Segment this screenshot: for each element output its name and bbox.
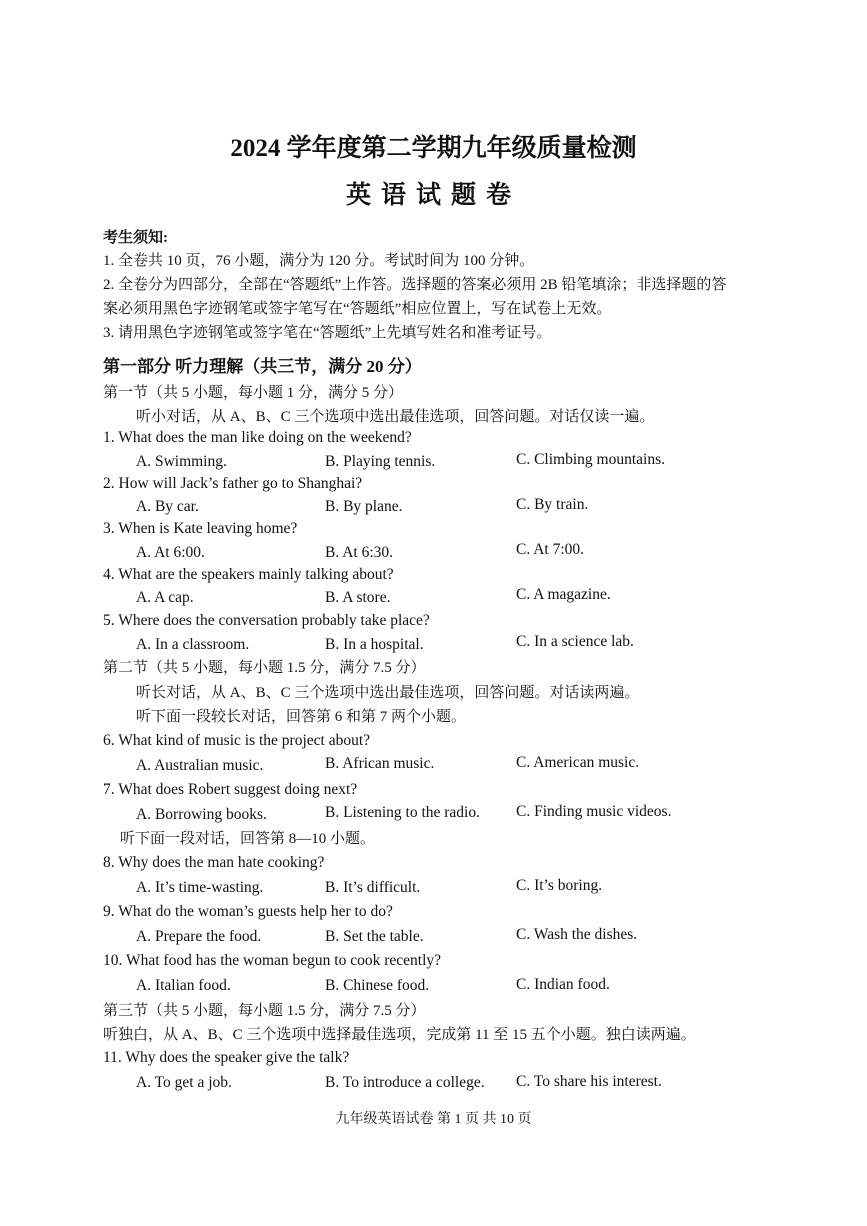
option-b: B. By plane. [325,498,403,515]
option-c: C. Wash the dishes. [516,926,638,943]
option-a: A. It’s time-wasting. [136,879,264,896]
question-text: 9. What do the woman’s guests help her to do? [103,903,393,920]
option-b: B. In a hospital. [325,636,424,653]
option-c: C. Finding music videos. [516,803,672,820]
option-c: C. Climbing mountains. [516,451,665,468]
question-text: 6. What kind of music is the project about? [103,732,371,749]
notice-item: 2. 全卷分为四部分，全部在“答题纸”上作答。选择题的答案必须用 2B 铅笔填涂；非选择题的答 [103,277,727,293]
option-c: C. To share his interest. [516,1073,662,1090]
option-b: B. African music. [325,755,435,772]
section2-sub-instruction: 听下面一段对话，回答第 8—10 小题。 [120,831,376,847]
option-b: B. Set the table. [325,928,424,945]
page-footer: 九年级英语试卷 第 1 页 共 10 页 [335,1112,532,1127]
option-c: C. By train. [516,496,589,513]
option-a: A. By car. [136,498,199,515]
section1-heading: 第一节（共 5 小题，每小题 1 分，满分 5 分） [103,385,404,401]
option-a: A. At 6:00. [136,544,205,561]
section3-instruction: 听独白，从 A、B、C 三个选项中选择最佳选项，完成第 11 至 15 五个小题。独白读两遍。 [103,1027,696,1043]
option-a: A. Italian food. [136,977,231,994]
notice-item: 3. 请用黑色字迹钢笔或签字笔在“答题纸”上先填写姓名和准考证号。 [103,325,552,341]
option-b: B. Playing tennis. [325,453,436,470]
option-b: B. Chinese food. [325,977,430,994]
option-a: A. To get a job. [136,1074,232,1091]
question-text: 11. Why does the speaker give the talk? [103,1049,350,1066]
option-a: A. Borrowing books. [136,806,267,823]
section1-instruction: 听小对话，从 A、B、C 三个选项中选出最佳选项，回答问题。对话仅读一遍。 [136,409,655,425]
option-c: C. At 7:00. [516,541,585,558]
question-text: 10. What food has the woman begun to cook recently? [103,952,442,969]
notice-heading: 考生须知: [103,230,168,246]
question-text: 4. What are the speakers mainly talking about? [103,566,394,583]
option-a: A. Australian music. [136,757,264,774]
option-b: B. A store. [325,589,391,606]
option-c: C. Indian food. [516,976,610,993]
option-a: A. Swimming. [136,453,227,470]
question-text: 7. What does Robert suggest doing next? [103,781,358,798]
option-b: B. Listening to the radio. [325,804,480,821]
option-b: B. It’s difficult. [325,879,421,896]
question-text: 5. Where does the conversation probably take place? [103,612,430,629]
option-c: C. It’s boring. [516,877,603,894]
option-b: B. At 6:30. [325,544,394,561]
option-c: C. American music. [516,754,640,771]
part1-heading: 第一部分 听力理解（共三节，满分 20 分） [103,357,422,376]
option-a: A. Prepare the food. [136,928,262,945]
section2-heading: 第二节（共 5 小题，每小题 1.5 分，满分 7.5 分） [103,660,426,676]
option-b: B. To introduce a college. [325,1074,485,1091]
question-text: 1. What does the man like doing on the weekend? [103,429,412,446]
option-c: C. In a science lab. [516,633,634,650]
question-text: 2. How will Jack’s father go to Shanghai? [103,475,363,492]
exam-title: 2024 学年度第二学期九年级质量检测 [230,135,637,162]
section3-heading: 第三节（共 5 小题，每小题 1.5 分，满分 7.5 分） [103,1003,426,1019]
option-c: C. A magazine. [516,586,611,603]
section2-sub-instruction: 听下面一段较长对话，回答第 6 和第 7 两个小题。 [136,709,467,725]
option-a: A. In a classroom. [136,636,250,653]
question-text: 8. Why does the man hate cooking? [103,854,325,871]
option-a: A. A cap. [136,589,194,606]
question-text: 3. When is Kate leaving home? [103,520,298,537]
section2-instruction: 听长对话，从 A、B、C 三个选项中选出最佳选项，回答问题。对话读两遍。 [136,685,640,701]
notice-item: 1. 全卷共 10 页，76 小题，满分为 120 分。考试时间为 100 分钟。 [103,253,535,269]
notice-item: 案必须用黑色字迹钢笔或签字笔写在“答题纸”相应位置上，写在试卷上无效。 [103,301,612,317]
exam-subtitle: 英语试题卷 [345,182,521,209]
